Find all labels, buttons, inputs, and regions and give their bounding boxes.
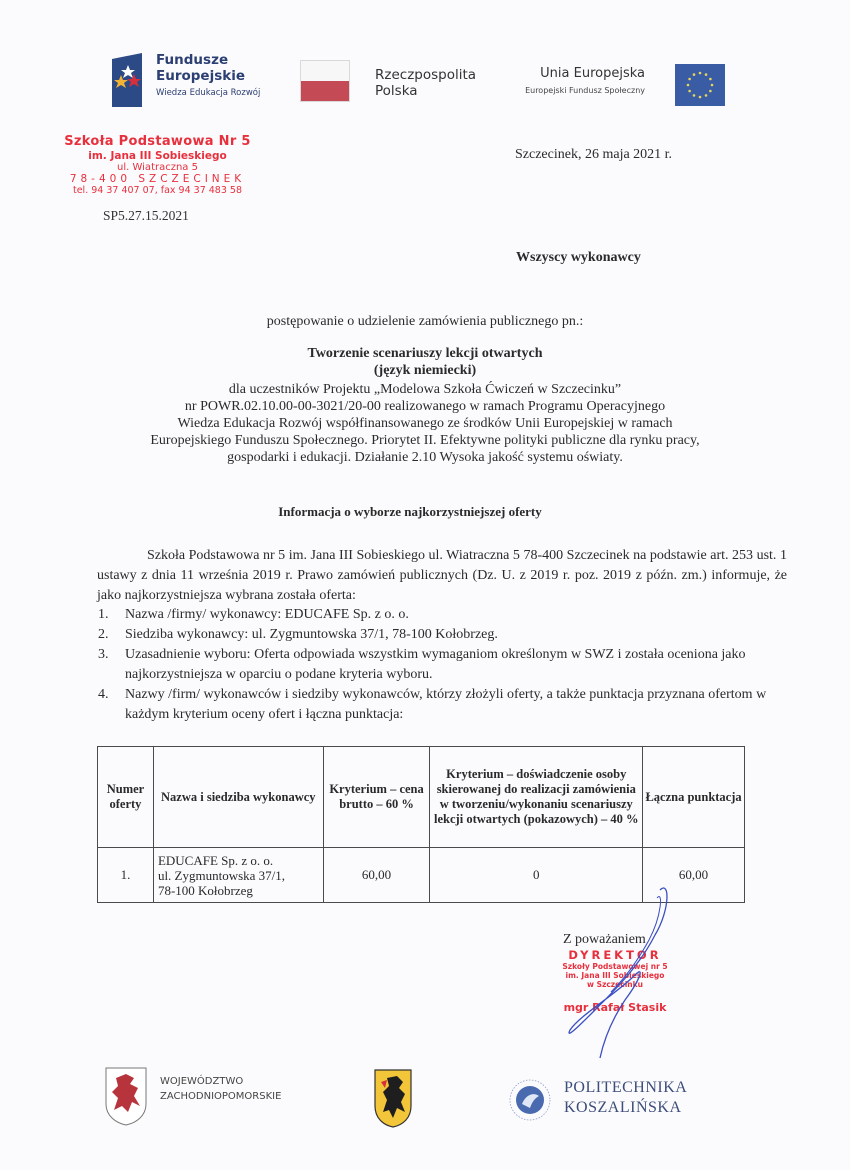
eu-star-icon — [687, 84, 690, 87]
table-header-row — [98, 747, 745, 848]
eu-star-icon — [688, 90, 691, 93]
county-coat-of-arms-icon — [373, 1068, 413, 1128]
eu-star-icon — [709, 78, 712, 81]
stamp-city: 78-400 SZCZECINEK — [69, 173, 246, 185]
stamp-patron: im. Jana III Sobieskiego — [88, 150, 227, 162]
eu-star-icon — [705, 73, 708, 76]
eu-star-icon — [705, 94, 708, 97]
fundusze-europejskie-icon — [112, 53, 148, 107]
intro-text: postępowanie o udzielenie zamówienia publicznego pn.: — [266, 314, 584, 329]
eu-star-icon — [709, 90, 712, 93]
section-title: Informacja o wyborze najkorzystniejszej oferty — [278, 504, 542, 519]
addressee: Wszyscy wykonawcy — [516, 250, 641, 265]
eu-flag-icon — [675, 64, 725, 106]
politechnika-koszalinska-logo — [508, 1070, 708, 1125]
date-line: Szczecinek, 26 maja 2021 r. — [515, 147, 673, 162]
eu-star-icon — [693, 94, 696, 97]
school-stamp — [55, 134, 260, 196]
zachodniopomorskie-logo — [104, 1066, 324, 1128]
list-item: 3. Uzasadnienie wyboru: Oferta odpowiada wszystkim wymaganiom określonym w SWZ i została oceniona jako najkorzystniejsza w oparciu o podane kryteria wyboru. — [98, 647, 746, 682]
offer-details-list — [98, 605, 788, 725]
body-paragraph: Szkoła Podstawowa nr 5 im. Jana III Sobieskiego ul. Wiatraczna 5 78-400 Szczecinek na podstawie art. 253 ust. 1 ustawy z dnia 11 września 2019 r. Prawo zamówień publicznych (Dz. U. z 2019 r. poz. 2019 z późn. zm.) informuje, że jako najkorzystniejsza wybrana została oferta: — [97, 548, 787, 603]
pk-line1: POLITECHNIKA — [564, 1079, 688, 1096]
header-price-criterion: Kryterium – cena brutto – 60 % — [323, 747, 430, 848]
closing-text: Z poważaniem — [563, 932, 646, 947]
list-item: 1. Nazwa /firmy/ wykonawcy: EDUCAFE Sp. z o. o. — [98, 607, 409, 622]
header-contractor: Nazwa i siedziba wykonawcy — [153, 747, 323, 848]
griffin-coat-of-arms-icon — [104, 1066, 148, 1126]
eu-star-icon — [699, 96, 702, 99]
ue-subtitle: Europejski Fundusz Społeczny — [525, 86, 645, 95]
cell-offer-number: 1. — [98, 848, 154, 903]
description-line: Wiedza Edukacja Rozwój współfinansowanego ze środków Unii Europejskiej w ramach — [177, 416, 673, 431]
list-item: 2. Siedziba wykonawcy: ul. Zygmuntowska 37/1, 78-100 Kołobrzeg. — [98, 627, 498, 642]
zp-line2: ZACHODNIOPOMORSKIE — [160, 1091, 282, 1102]
director-stamp: DYREKTOR Szkoły Podstawowej nr 5 im. Jana III Sobieskiego w Szczecinku mgr Rafał Stasik — [560, 948, 670, 1014]
eu-star-icon — [693, 73, 696, 76]
procurement-title — [60, 345, 790, 379]
cell-price-score: 60,00 — [323, 848, 430, 903]
stamp-street: ul. Wiatraczna 5 — [117, 162, 198, 173]
project-description — [60, 381, 790, 466]
fe-title-line1: Fundusze — [156, 52, 229, 68]
fe-title-line2: Europejskie — [156, 68, 246, 84]
cell-experience-score: 0 — [430, 848, 643, 903]
stamp-school-name: Szkoła Podstawowa Nr 5 — [64, 134, 251, 149]
eu-star-icon — [688, 78, 691, 81]
cell-contractor: EDUCAFE Sp. z o. o. ul. Zygmuntowska 37/1, 78-100 Kołobrzeg — [153, 848, 323, 903]
list-item: 4. Nazwy /firm/ wykonawców i siedziby wykonawców, którzy złożyli oferty, a także punktacja przyznana ofertom w każdym kryterium oceny ofert i łączna punktacja: — [98, 687, 767, 722]
polish-flag-icon — [300, 60, 350, 102]
rp-line2: Polska — [375, 83, 418, 99]
fundusze-europejskie-logo — [112, 48, 282, 110]
description-line: gospodarki i edukacji. Działanie 2.10 Wysoka jakość systemu oświaty. — [227, 450, 623, 465]
header-experience-criterion: Kryterium – doświadczenie osoby skierowanej do realizacji zamówienia w tworzeniu/wykonaniu scenariuszy lekcji otwartych (pokazowych) – 40 % — [430, 747, 643, 848]
description-line: Europejskiego Funduszu Społecznego. Priorytet II. Efektywne polityki publiczne dla rynku pracy, — [150, 433, 700, 448]
director-name: mgr Rafał Stasik — [563, 1001, 667, 1014]
pk-line2: KOSZALIŃSKA — [564, 1099, 682, 1116]
rp-line1: Rzeczpospolita — [375, 67, 477, 83]
politechnika-emblem-icon — [508, 1078, 552, 1122]
unia-europejska-logo — [505, 64, 725, 108]
rzeczpospolita-polska-logo — [300, 60, 490, 105]
stamp-phone: tel. 94 37 407 07, fax 94 37 483 58 — [72, 185, 242, 196]
cell-total-score: 60,00 — [643, 848, 745, 903]
eu-star-icon — [711, 84, 714, 87]
handwritten-signature — [545, 880, 695, 1060]
header-total-score: Łączna punktacja — [643, 747, 745, 848]
director-title: DYREKTOR — [568, 948, 662, 962]
ue-title: Unia Europejska — [540, 66, 645, 81]
header-offer-number: Numer oferty — [98, 747, 154, 848]
fe-subtitle: Wiedza Edukacja Rozwój — [156, 88, 261, 98]
title-line2: (język niemiecki) — [373, 363, 477, 378]
description-line: dla uczestników Projektu „Modelowa Szkoła Ćwiczeń w Szczecinku” — [228, 382, 622, 397]
description-line: nr POWR.02.10.00-00-3021/20-00 realizowanego w ramach Programu Operacyjnego — [184, 399, 666, 414]
zp-line1: WOJEWÓDZTWO — [160, 1076, 244, 1087]
title-line1: Tworzenie scenariuszy lekcji otwartych — [307, 346, 543, 361]
reference-number: SP5.27.15.2021 — [103, 208, 189, 223]
eu-star-icon — [699, 72, 702, 75]
